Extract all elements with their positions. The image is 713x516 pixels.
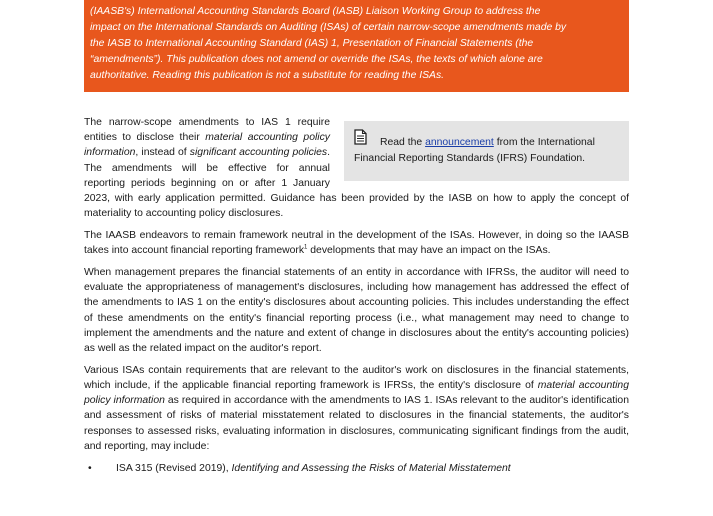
callout-text	[354, 135, 621, 167]
emphasis: material accounting policy information	[84, 132, 331, 159]
isa-list	[84, 461, 629, 476]
introduction-banner	[84, 0, 629, 92]
banner-line: authoritative. Reading this publication is not a substitute for reading the ISAs.	[90, 70, 445, 81]
document-icon	[354, 129, 367, 145]
emphasis: material accounting policy information	[84, 380, 629, 407]
list-item-title: Identifying and Assessing the Risks of Material Misstatement	[231, 462, 511, 474]
text: developments that may have an impact on the ISAs.	[307, 245, 551, 257]
announcement-link[interactable]: announcement	[425, 137, 494, 148]
text: as required in accordance with the amendments to IAS 1. ISAs relevant to the auditor's identification and assessment of risks of material misstatement related to disclosures in the financial statements, the auditor's responses to assessed risks, evaluating information in disclosures, communicating significant findings from the audit, and reporting, may include:	[84, 395, 629, 452]
banner-line: impact on the International Standards on Auditing (ISAs) of certain narrow-scope amendments made by	[90, 22, 567, 33]
banner-line: (IAASB's) International Accounting Standards Board (IASB) Liaison Working Group to address the	[90, 6, 541, 17]
paragraph-management: When management prepares the financial statements of an entity in accordance with IFRSs, the auditor will need to evaluate the appropriateness of management's disclosures, including how management has addressed the effect of the amendments to IAS 1 on the entity's disclosures about accounting policies. This includes understanding the effect of these amendments on the entity's financial reporting process (i.e., what management may need to change to implement the amendments and the nature and extent of change in disclosures about the entity's accounting policies) as well as the related impact on the auditor's report.	[84, 267, 629, 355]
text: , instead of	[135, 147, 190, 159]
bullet: •	[88, 462, 92, 474]
list-item-prefix: ISA 315 (Revised 2019),	[116, 462, 232, 474]
callout-prefix: Read the	[380, 137, 423, 148]
text: . The amendments will be effective for annual reporting periods beginning on or after 1 January 2023, with early application permitted. Guidance has been provided by the IASB on how to apply the concept of materiality to accounting policy disclosures.	[84, 147, 629, 220]
announcement-callout	[344, 121, 629, 181]
footnote-marker[interactable]: 1	[304, 244, 308, 251]
document-body	[84, 115, 629, 476]
text: Various ISAs contain requirements that are relevant to the auditor's work on disclosures in the financial statements, which include, if the applicable financial reporting framework is IFRSs, the entity's disclosure of	[84, 364, 629, 392]
text: The IAASB endeavors to remain framework neutral in the development of the ISAs. However, in doing so the IAASB takes into account financial reporting framework	[84, 230, 629, 257]
callout-suffix: from the International	[496, 137, 595, 148]
text: The narrow-scope amendments to IAS 1 require entities to disclose their	[84, 117, 330, 144]
paragraph-framework-neutral	[84, 228, 629, 258]
emphasis: significant accounting policies	[189, 147, 328, 159]
banner-line: the IASB to International Accounting Standard (IAS) 1, Presentation of Financial Statements (the	[90, 38, 534, 49]
banner-line: “amendments”). This publication does not amend or override the ISAs, the texts of which alone are	[90, 54, 543, 65]
callout-line-2: Financial Reporting Standards (IFRS) Foundation.	[354, 153, 586, 164]
paragraph-various-isas	[84, 363, 629, 454]
list-item	[84, 461, 629, 476]
